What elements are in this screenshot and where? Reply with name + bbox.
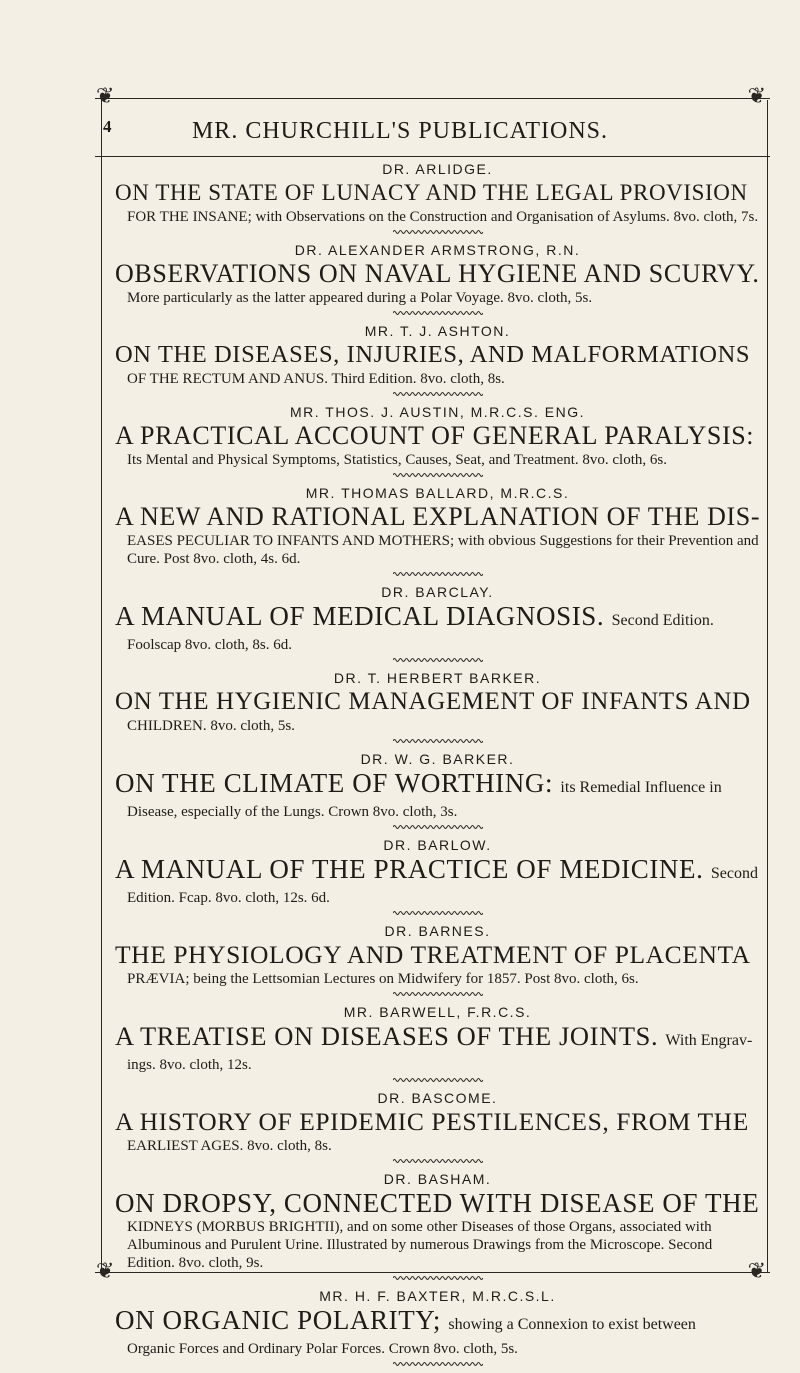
entry-title [115, 340, 760, 370]
entry-title [115, 854, 760, 889]
entry-description: Its Mental and Physical Symptoms, Statistics, Causes, Seat, and Treatment. 8vo. cloth, 6s. [127, 452, 667, 468]
entry-description: Foolscap 8vo. cloth, 8s. 6d. [127, 637, 292, 653]
entry-description: OF THE RECTUM AND ANUS. Third Edition. 8vo. cloth, 8s. [127, 371, 505, 387]
entry-author: DR. ALEXANDER ARMSTRONG, R.N. [294, 242, 581, 258]
entry-title-main: A NEW AND RATIONAL EXPLANATION OF THE DIS- [115, 502, 761, 531]
entry-title [115, 421, 760, 451]
entry-author: MR. BARWELL, F.R.C.S. [343, 1004, 532, 1020]
entry-description: EASES PECULIAR TO INFANTS AND MOTHERS; with obvious Suggestions for their Prevention and Cure. Post 8vo. cloth, 4s. 6d. [127, 533, 759, 567]
entry-title-main: A MANUAL OF THE PRACTICE OF MEDICINE. [115, 854, 704, 884]
entry-title [115, 178, 760, 208]
entry-description: FOR THE INSANE; with Observations on the Construction and Organisation of Asylums. 8vo. cloth, 7s. [127, 209, 759, 225]
publication-list [115, 160, 760, 1373]
entry-title-main: ON DROPSY, CONNECTED WITH DISEASE OF THE [115, 1188, 760, 1218]
entry-author: DR. T. HERBERT BARKER. [333, 670, 542, 686]
entry-spacer [115, 1367, 760, 1373]
entry-title-tail: showing a Connexion to exist between [448, 1316, 696, 1333]
entry-title-main: ON THE HYGIENIC MANAGEMENT OF INFANTS AND [115, 688, 751, 715]
entry-author: DR. ARLIDGE. [382, 161, 493, 177]
entry-description: PRÆVIA; being the Lettsomian Lectures on Midwifery for 1857. Post 8vo. cloth, 6s. [127, 971, 639, 987]
entry-title [115, 1305, 760, 1340]
publication-entry [115, 241, 760, 322]
right-border-line [767, 100, 768, 1272]
top-ornamental-rule [95, 98, 770, 99]
entry-title-main: ON ORGANIC POLARITY; [115, 1305, 442, 1335]
top-right-ornament-icon: ❦ [747, 84, 766, 109]
entry-title-main: A HISTORY OF EPIDEMIC PESTILENCES, FROM THE [115, 1107, 749, 1136]
publication-entry [115, 1003, 760, 1089]
entry-title [115, 502, 760, 532]
page-number: 4 [103, 117, 112, 136]
publication-entry [115, 484, 760, 583]
entry-title-tail: Second [710, 865, 758, 882]
entry-author: DR. BASCOME. [377, 1090, 498, 1106]
publication-entry [115, 1170, 760, 1287]
publication-entry [115, 750, 760, 836]
publication-entry [115, 160, 760, 241]
entry-author: MR. H. F. BAXTER, M.R.C.S.L. [319, 1288, 556, 1304]
bottom-left-ornament-icon: ❦ [96, 1259, 115, 1284]
entry-title-main: OBSERVATIONS ON NAVAL HYGIENE AND SCURVY. [115, 259, 760, 288]
entry-description: Organic Forces and Ordinary Polar Forces. Crown 8vo. cloth, 5s. [127, 1341, 518, 1357]
running-title: MR. CHURCHILL'S PUBLICATIONS. [191, 118, 609, 144]
entry-description: Edition. Fcap. 8vo. cloth, 12s. 6d. [127, 890, 330, 906]
publication-entry [115, 583, 760, 669]
publication-entry [115, 1089, 760, 1170]
entry-title [115, 1021, 760, 1056]
entry-title-tail: its Remedial Influence in [560, 779, 722, 796]
entry-title [115, 1188, 760, 1218]
entry-author: MR. THOMAS BALLARD, M.R.C.S. [305, 485, 570, 501]
entry-title [115, 1107, 760, 1137]
entry-title-main: ON THE STATE OF LUNACY AND THE LEGAL PROVISION [115, 180, 748, 205]
entry-author: MR. THOS. J. AUSTIN, M.R.C.S. ENG. [290, 404, 585, 420]
entry-description: Disease, especially of the Lungs. Crown 8vo. cloth, 3s. [127, 804, 458, 820]
entry-author: DR. BASHAM. [383, 1171, 492, 1187]
entry-description: CHILDREN. 8vo. cloth, 5s. [127, 718, 295, 734]
entry-author: DR. BARLOW. [383, 837, 492, 853]
entry-description: KIDNEYS (MORBUS BRIGHTII), and on some other Diseases of those Organs, associated with Albuminous and Purulent Urine. Illustrated by numerous Drawings from the Microscope. Second Edition. 8vo. cloth, 9s. [127, 1219, 713, 1271]
publication-entry [115, 1287, 760, 1373]
publication-entry [115, 403, 760, 484]
entry-title [115, 940, 760, 970]
entry-title-main: ON THE DISEASES, INJURIES, AND MALFORMATIONS [115, 341, 751, 368]
publication-entry [115, 322, 760, 403]
publication-entry [115, 922, 760, 1003]
entry-title-tail: Second Edition. [611, 612, 714, 629]
entry-title-main: THE PHYSIOLOGY AND TREATMENT OF PLACENTA [115, 940, 751, 969]
entry-title-main: A PRACTICAL ACCOUNT OF GENERAL PARALYSIS: [115, 421, 755, 450]
entry-title-main: ON THE CLIMATE OF WORTHING: [115, 768, 554, 798]
entry-author: DR. BARNES. [384, 923, 491, 939]
bottom-ornamental-rule [95, 1272, 770, 1273]
entry-description: More particularly as the latter appeared during a Polar Voyage. 8vo. cloth, 5s. [127, 290, 593, 306]
entry-title-main: A TREATISE ON DISEASES OF THE JOINTS. [115, 1021, 659, 1051]
publication-entry [115, 836, 760, 922]
entry-author: DR. W. G. BARKER. [360, 751, 515, 767]
entry-description: EARLIEST AGES. 8vo. cloth, 8s. [127, 1138, 332, 1154]
entry-title [115, 259, 760, 289]
entry-description: ings. 8vo. cloth, 12s. [127, 1057, 252, 1073]
bottom-right-ornament-icon: ❦ [747, 1259, 766, 1284]
entry-title-main: A MANUAL OF MEDICAL DIAGNOSIS. [115, 601, 605, 631]
publication-entry [115, 669, 760, 750]
entry-title [115, 687, 760, 717]
entry-title [115, 768, 760, 803]
entry-author: MR. T. J. ASHTON. [364, 323, 511, 339]
entry-author: DR. BARCLAY. [381, 584, 494, 600]
header-rule [95, 156, 770, 157]
top-left-ornament-icon: ❦ [96, 84, 115, 109]
entry-title-tail: With Engrav- [665, 1032, 753, 1049]
entry-title [115, 601, 760, 636]
left-border-line [101, 100, 102, 1272]
